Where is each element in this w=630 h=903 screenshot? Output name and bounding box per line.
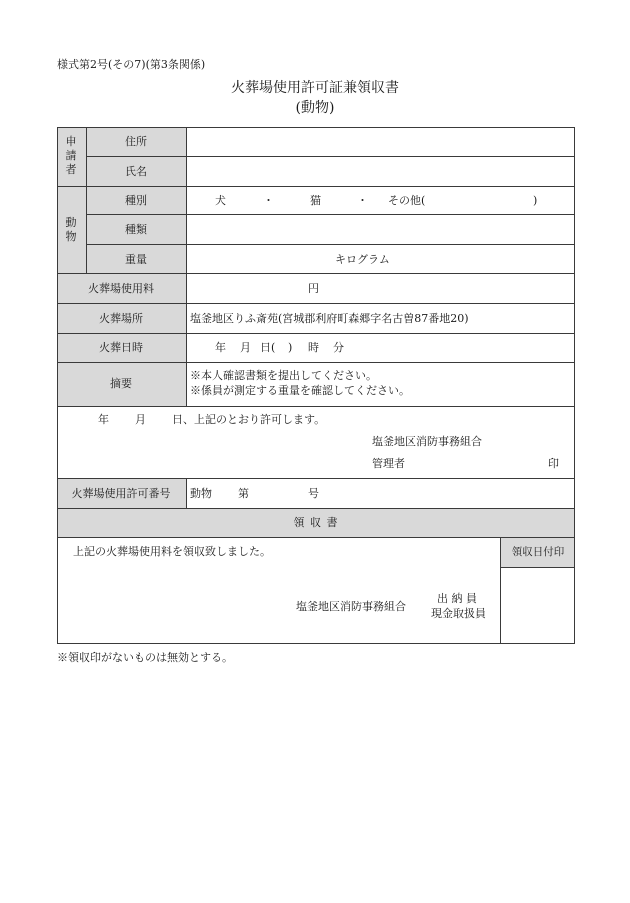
place-label: 火葬場所 [99, 312, 143, 325]
datetime-minute: 分 [333, 341, 344, 354]
row-divider [57, 406, 575, 407]
receipt-cashier: 出 納 員 [437, 592, 477, 605]
receipt-title: 領 収 書 [293, 516, 339, 529]
category-dog[interactable]: 犬 [215, 194, 226, 207]
column-divider [500, 537, 501, 644]
row-divider [57, 333, 575, 334]
approval-org: 塩釜地区消防事務組合 [372, 435, 482, 448]
permit-number-dai: 第 [238, 487, 249, 500]
breed-label: 種類 [125, 223, 147, 236]
datetime-month: 月 [240, 341, 251, 354]
place-value: 塩釜地区りふ斎苑(宮城郡利府町森郷字名古曽87番地20) [190, 312, 469, 325]
page-subtitle: (動物) [295, 100, 335, 116]
applicant-group-label-3: 者 [65, 163, 77, 176]
remarks-label: 摘要 [110, 377, 132, 390]
permit-number-label: 火葬場使用許可番号 [71, 487, 171, 500]
breed-field[interactable] [188, 216, 573, 243]
row-divider [86, 214, 575, 215]
name-field[interactable] [188, 158, 573, 185]
row-divider [86, 244, 575, 245]
receipt-org: 塩釜地区消防事務組合 [296, 600, 406, 613]
datetime-hour: 時 [308, 341, 319, 354]
datetime-label: 火葬日時 [99, 341, 143, 354]
weight-label: 重量 [125, 253, 147, 266]
approval-seal: 印 [548, 457, 559, 470]
category-other-close: ) [533, 194, 538, 207]
remarks-line-1: ※本人確認書類を提出してください。 [190, 369, 377, 382]
category-separator: ・ [263, 194, 274, 207]
datetime-paren-close: ) [288, 341, 293, 354]
column-divider [86, 127, 87, 273]
applicant-group-label-1: 申 [65, 135, 77, 148]
column-divider [186, 478, 187, 508]
address-field[interactable] [188, 129, 573, 155]
applicant-group-label-2: 請 [65, 149, 77, 162]
row-divider [57, 303, 575, 304]
category-other[interactable]: その他( [388, 194, 426, 207]
row-divider [57, 273, 575, 274]
row-divider [57, 508, 575, 509]
datetime-day: 日( [260, 341, 276, 354]
name-label: 氏名 [125, 165, 147, 178]
row-divider [57, 186, 575, 187]
category-cat[interactable]: 猫 [310, 194, 321, 207]
animal-group-label-1: 動 [65, 216, 77, 229]
column-divider [186, 127, 187, 406]
category-separator: ・ [357, 194, 368, 207]
remarks-line-2: ※係員が測定する重量を確認してください。 [190, 384, 410, 397]
footnote: ※領収印がないものは無効とする。 [57, 651, 233, 664]
row-divider [57, 478, 575, 479]
approval-statement: 日、上記のとおり許可します。 [172, 413, 326, 426]
row-divider [86, 156, 575, 157]
fee-unit: 円 [308, 282, 319, 295]
row-divider [500, 567, 575, 568]
approval-manager: 管理者 [372, 457, 405, 470]
permit-number-prefix: 動物 [190, 487, 212, 500]
approval-month: 月 [135, 413, 146, 426]
receipt-cash-handler: 現金取扱員 [431, 607, 486, 620]
fee-label: 火葬場使用料 [88, 282, 154, 295]
animal-group-label-2: 物 [65, 230, 77, 243]
approval-year: 年 [98, 413, 109, 426]
form-number: 様式第2号(その7)(第3条関係) [57, 58, 206, 71]
row-divider [57, 537, 575, 538]
receipt-statement: 上記の火葬場使用料を領収致しました。 [73, 545, 271, 558]
page-title: 火葬場使用許可証兼領収書 [231, 80, 399, 96]
row-divider [57, 362, 575, 363]
weight-unit: キログラム [335, 253, 390, 266]
datetime-year: 年 [215, 341, 226, 354]
permit-number-go: 号 [308, 487, 319, 500]
address-label: 住所 [125, 135, 147, 148]
date-stamp-label: 領収日付印 [511, 546, 565, 558]
category-label: 種別 [125, 194, 147, 207]
